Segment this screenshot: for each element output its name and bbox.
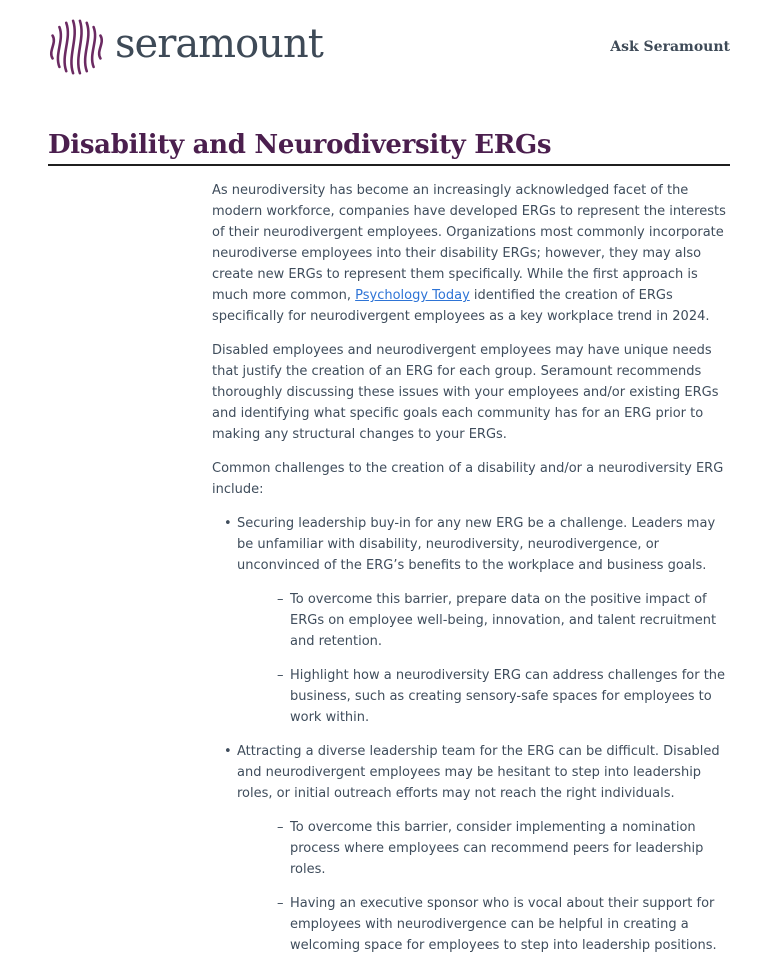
sub-bullet-text: To overcome this barrier, prepare data on the positive impact of ERGs on employee well-being, innovation, and talent recruitment and retention. [290, 592, 717, 649]
bullet-marker: • [224, 516, 232, 531]
list-item [212, 741, 730, 956]
sub-list [237, 589, 730, 728]
dash-marker: – [277, 668, 284, 683]
challenges-list [212, 513, 730, 956]
bullet-row [212, 741, 730, 956]
article-body [212, 180, 730, 956]
sub-bullet-text: Highlight how a neurodiversity ERG can address challenges for the business, such as creating sensory-safe spaces for employees to work within. [290, 668, 726, 725]
paragraph-common-challenges: Common challenges to the creation of a disability and/or a neurodiversity ERG include: [212, 461, 724, 497]
seramount-logo [48, 18, 323, 76]
dash-marker: – [277, 820, 284, 835]
header [0, 0, 768, 76]
intro-text-before-link: As neurodiversity has become an increasingly acknowledged facet of the modern workforce, companies have developed ERGs to represent the interests of their neurodivergent employees. Organizations most commonly incorporate neurodiverse employees into their disability ERGs; however, they may also create new ERGs to represent them specifically. While the first approach is much more common, [212, 183, 726, 303]
intro-text-after-link: identified the creation of ERGs specifically for neurodivergent employees as a key workplace trend in 2024. [212, 288, 710, 324]
page-title: Disability and Neurodiversity ERGs [48, 130, 552, 160]
sub-list [237, 817, 730, 956]
sub-bullet-text: Having an executive sponsor who is vocal about their support for employees with neurodivergence can be helpful in creating a welcoming space for employees to step into leadership positions. [290, 896, 717, 953]
sub-list-item [237, 665, 730, 728]
sub-bullet-text: To overcome this barrier, consider implementing a nomination process where employees can recommend peers for leadership roles. [290, 820, 704, 877]
psychology-today-link[interactable]: Psychology Today [355, 288, 470, 303]
paragraph-unique-needs: Disabled employees and neurodivergent employees may have unique needs that justify the creation of an ERG for each group. Seramount recommends thoroughly discussing these issues with your employees and/or existing ERGs and identifying what specific goals each community has for an ERG prior to making any structural changes to your ERGs. [212, 343, 719, 442]
logo-wordmark: seramount [115, 21, 323, 67]
bullet-row [212, 513, 730, 728]
sub-list-item [237, 893, 730, 956]
bullet-marker: • [224, 744, 232, 759]
bullet-text: Securing leadership buy-in for any new ERG be a challenge. Leaders may be unfamiliar with disability, neurodiversity, neurodivergence, or unconvinced of the ERG’s benefits to the workplace and business goals. [237, 516, 716, 573]
list-item [212, 513, 730, 728]
dash-marker: – [277, 592, 284, 607]
bullet-text: Attracting a diverse leadership team for the ERG can be difficult. Disabled and neurodivergent employees may be hesitant to step into leadership roles, or initial outreach efforts may not reach the right individuals. [237, 744, 720, 801]
dash-marker: – [277, 896, 284, 911]
title-divider [48, 164, 730, 166]
seramount-swirl-icon [48, 18, 105, 76]
sub-list-item [237, 589, 730, 652]
intro-paragraph [212, 180, 730, 327]
sub-list-item [237, 817, 730, 880]
ask-seramount-link[interactable]: Ask Seramount [610, 39, 730, 55]
article [0, 130, 768, 956]
